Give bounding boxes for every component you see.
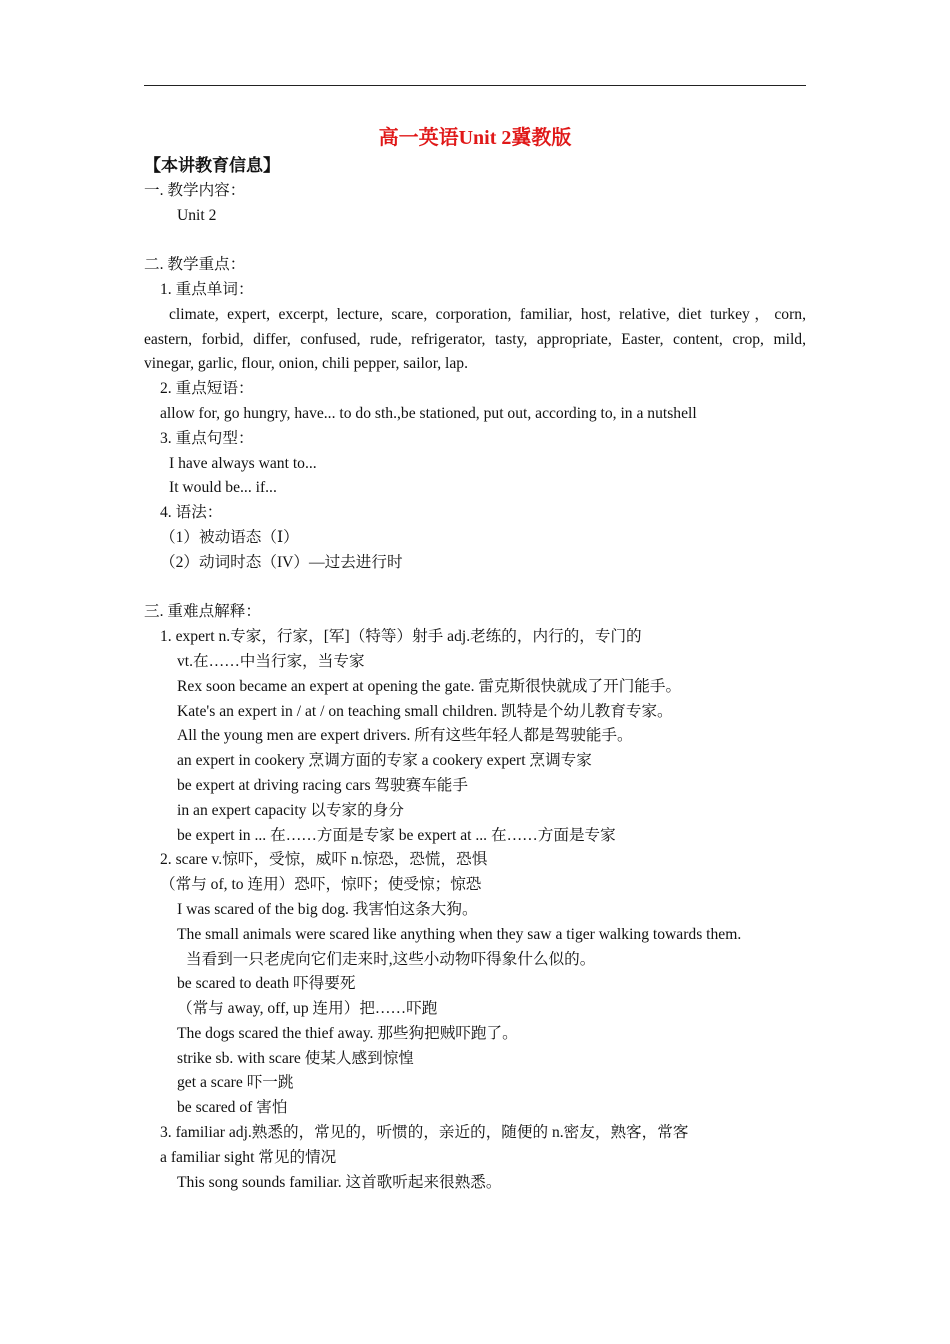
text-line: 2. scare v.惊吓，受惊，威吓 n.惊恐，恐慌，恐惧 (160, 851, 488, 869)
text-line: 4. 语法： (160, 504, 223, 522)
text-line: 一. 教学内容： (144, 181, 246, 199)
text-line: be scared to death 吓得要死 (177, 975, 356, 993)
text-line: in an expert capacity 以专家的身分 (177, 801, 404, 819)
blank-line (144, 228, 806, 253)
text-line: Unit 2 (177, 206, 217, 224)
text-line: 2. 重点短语： (160, 380, 254, 398)
text-line: （常与 of, to 连用）恐吓，惊吓；使受惊；惊恐 (160, 876, 482, 894)
text-line: It would be... if... (169, 479, 277, 497)
document-title: 高一英语Unit 2冀教版 (378, 127, 572, 149)
text-line: This song sounds familiar. 这首歌听起来很熟悉。 (177, 1173, 502, 1191)
text-line: 3. familiar adj.熟悉的，常见的，听惯的，亲近的，随便的 n.密友，熟客，常客 (160, 1124, 689, 1142)
text-line: I was scared of the big dog. 我害怕这条大狗。 (177, 900, 478, 918)
text-line: （1）被动语态（Ⅰ） (160, 528, 299, 546)
text-line: eastern, forbid, differ, confused, rude, refrigerator, tasty, appropriate, Easter, content, crop, mild, (144, 330, 806, 348)
text-line: Rex soon became an expert at opening the gate. 雷克斯很快就成了开门能手。 (177, 677, 682, 695)
text-line: 1. 重点单词： (160, 280, 254, 298)
text-line: Kate's an expert in / at / on teaching small children. 凯特是个幼儿教育专家。 (177, 702, 673, 720)
text-line: a familiar sight 常见的情况 (160, 1148, 337, 1166)
text-line: 3. 重点句型： (160, 429, 254, 447)
blank-line (144, 576, 806, 601)
text-line: The small animals were scared like anything when they saw a tiger walking towards them. (177, 925, 742, 943)
text-line: an expert in cookery 烹调方面的专家 a cookery expert 烹调专家 (177, 752, 592, 770)
text-line: The dogs scared the thief away. 那些狗把贼吓跑了。 (177, 1024, 518, 1042)
text-line: vinegar, garlic, flour, onion, chili pepper, sailor, lap. (144, 355, 469, 373)
text-line: I have always want to... (169, 454, 317, 472)
text-line: climate, expert, excerpt, lecture, scare, corporation, familiar, host, relative, diet turkey，corn, (169, 305, 806, 323)
text-line: 三. 重难点解释： (144, 603, 261, 621)
text-line: allow for, go hungry, have... to do sth.,be stationed, put out, according to, in a nutshell (160, 404, 697, 422)
text-line: 当看到一只老虎向它们走来时,这些小动物吓得象什么似的。 (186, 950, 596, 968)
header-rule (144, 85, 806, 86)
text-line: get a scare 吓一跳 (177, 1074, 294, 1092)
text-line: 【本讲教育信息】 (144, 156, 280, 175)
text-line: All the young men are expert drivers. 所有这些年轻人都是驾驶能手。 (177, 727, 633, 745)
text-line: be expert in ... 在……方面是专家 be expert at ... 在……方面是专家 (177, 826, 616, 844)
text-line: strike sb. with scare 使某人感到惊惶 (177, 1049, 414, 1067)
text-line: 1. expert n.专家，行家，[军]（特等）射手 adj.老练的，内行的，专门的 (160, 628, 642, 646)
text-line: vt.在……中当行家，当专家 (177, 652, 365, 670)
text-line: be scared of 害怕 (177, 1099, 288, 1117)
text-line: （2）动词时态（IV）—过去进行时 (160, 553, 403, 571)
text-line: be expert at driving racing cars 驾驶赛车能手 (177, 776, 468, 794)
text-line: （常与 away, off, up 连用）把……吓跑 (177, 1000, 438, 1018)
text-line: 二. 教学重点： (144, 256, 246, 274)
document-body (144, 154, 806, 1195)
